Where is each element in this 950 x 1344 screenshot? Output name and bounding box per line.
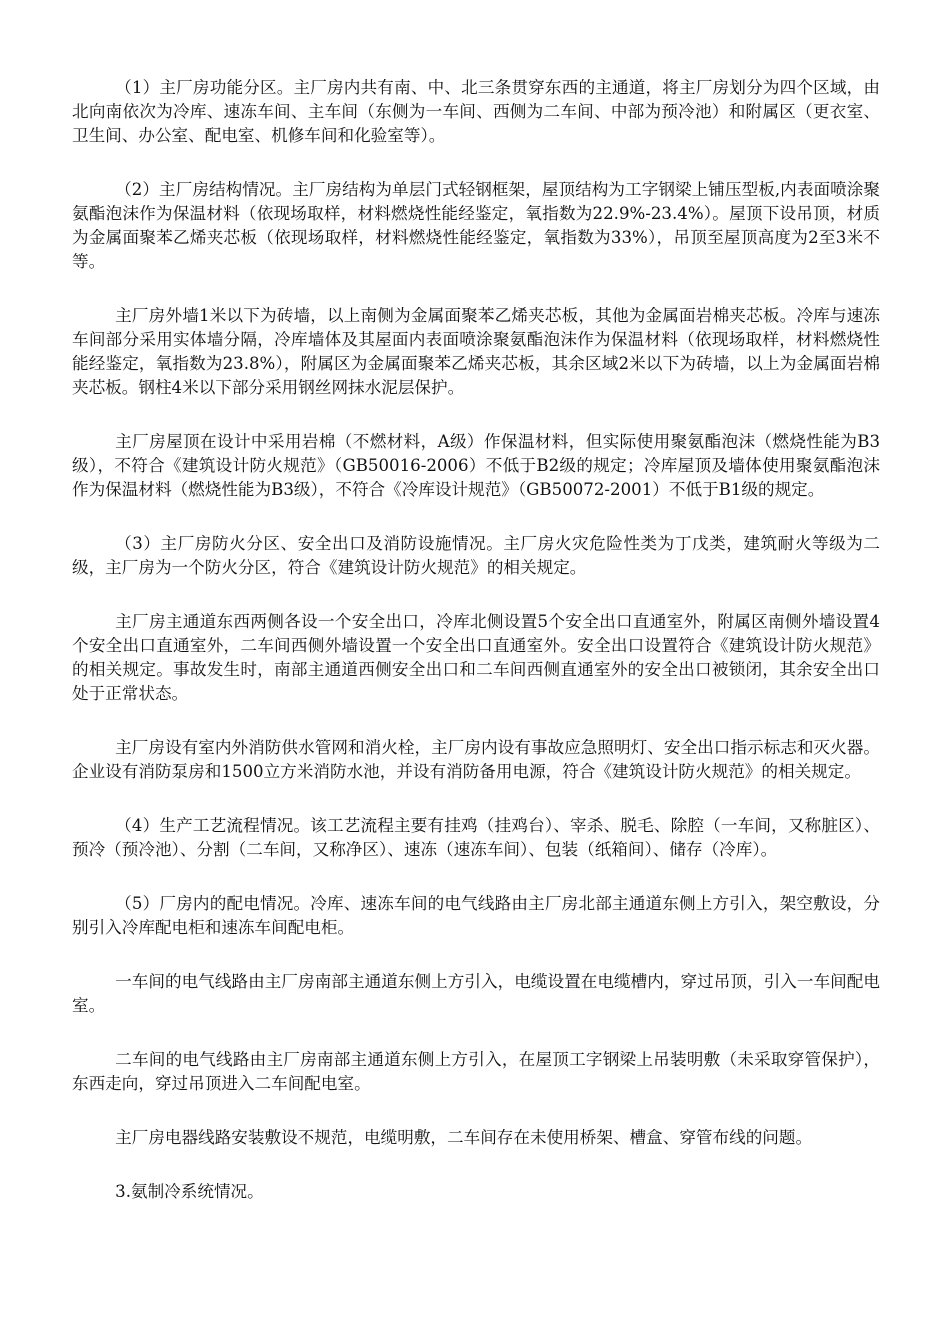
paragraph-fire-facilities: 主厂房设有室内外消防供水管网和消火栓，主厂房内设有事故应急照明灯、安全出口指示标志和灭火器。企业设有消防泵房和1500立方米消防水池，并设有消防备用电源，符合《建筑设计防火规范》的相关规定。 <box>72 738 880 781</box>
paragraph-power-distribution: （5）厂房内的配电情况。冷库、速冻车间的电气线路由主厂房北部主通道东侧上方引入，架空敷设，分别引入冷库配电柜和速冻车间配电柜。 <box>72 894 880 937</box>
paragraph-workshop-two-wiring: 二车间的电气线路由主厂房南部主通道东侧上方引入，在屋顶工字钢梁上吊装明敷（未采取穿管保护），东西走向，穿过吊顶进入二车间配电室。 <box>72 1050 880 1093</box>
paragraph-safety-exits: 主厂房主通道东西两侧各设一个安全出口，冷库北侧设置5个安全出口直通室外，附属区南侧外墙设置4个安全出口直通室外，二车间西侧外墙设置一个安全出口直通室外。安全出口设置符合《建筑设计防火规范》的相关规定。事故发生时，南部主通道西侧安全出口和二车间西侧直通室外的安全出口被锁闭，其余安全出口处于正常状态。 <box>72 612 880 703</box>
paragraph-insulation-noncompliance: 主厂房屋顶在设计中采用岩棉（不燃材料，A级）作保温材料，但实际使用聚氨酯泡沫（燃烧性能为B3级），不符合《建筑设计防火规范》（GB50016-2006）不低于B2级的规定；冷库屋顶及墙体使用聚氨酯泡沫作为保温材料（燃烧性能为B3级），不符合《冷库设计规范》（GB50072-2001）不低于B1级的规定。 <box>72 432 880 499</box>
paragraph-ammonia-heading: 3.氨制冷系统情况。 <box>115 1182 264 1201</box>
paragraph-wiring-issues: 主厂房电器线路安装敷设不规范，电缆明敷，二车间存在未使用桥架、槽盒、穿管布线的问题。 <box>115 1128 813 1147</box>
paragraph-process-flow: （4）生产工艺流程情况。该工艺流程主要有挂鸡（挂鸡台）、宰杀、脱毛、除腔（一车间，又称脏区）、预冷（预冷池）、分割（二车间，又称净区）、速冻（速冻车间）、包装（纸箱间）、储存（冷库）。 <box>72 816 880 859</box>
paragraph-exterior-walls: 主厂房外墙1米以下为砖墙，以上南侧为金属面聚苯乙烯夹芯板，其他为金属面岩棉夹芯板。冷库与速冻车间部分采用实体墙分隔，冷库墙体及其屋面内表面喷涂聚氨酯泡沫作为保温材料（依现场取样，材料燃烧性能经鉴定，氧指数为23.8%），附属区为金属面聚苯乙烯夹芯板，其余区域2米以下为砖墙，以上为金属面岩棉夹芯板。钢柱4米以下部分采用钢丝网抹水泥层保护。 <box>72 306 880 397</box>
paragraph-main-building-zoning: （1）主厂房功能分区。主厂房内共有南、中、北三条贯穿东西的主通道，将主厂房划分为四个区域，由北向南依次为冷库、速冻车间、主车间（东侧为一车间、西侧为二车间、中部为预冷池）和附属区（更衣室、卫生间、办公室、配电室、机修车间和化验室等）。 <box>72 78 880 145</box>
document-body <box>72 76 880 1204</box>
paragraph-workshop-one-wiring: 一车间的电气线路由主厂房南部主通道东侧上方引入，电缆设置在电缆槽内，穿过吊顶，引入一车间配电室。 <box>72 972 880 1015</box>
paragraph-building-structure: （2）主厂房结构情况。主厂房结构为单层门式轻钢框架，屋顶结构为工字钢梁上铺压型板,内表面喷涂聚氨酯泡沫作为保温材料（依现场取样，材料燃烧性能经鉴定，氧指数为22.9%-23.4%）。屋顶下设吊顶，材质为金属面聚苯乙烯夹芯板（依现场取样，材料燃烧性能经鉴定，氧指数为33%），吊顶至屋顶高度为2至3米不等。 <box>72 180 880 271</box>
paragraph-fire-compartment: （3）主厂房防火分区、安全出口及消防设施情况。主厂房火灾危险性类为丁戊类，建筑耐火等级为二级，主厂房为一个防火分区，符合《建筑设计防火规范》的相关规定。 <box>72 534 880 577</box>
